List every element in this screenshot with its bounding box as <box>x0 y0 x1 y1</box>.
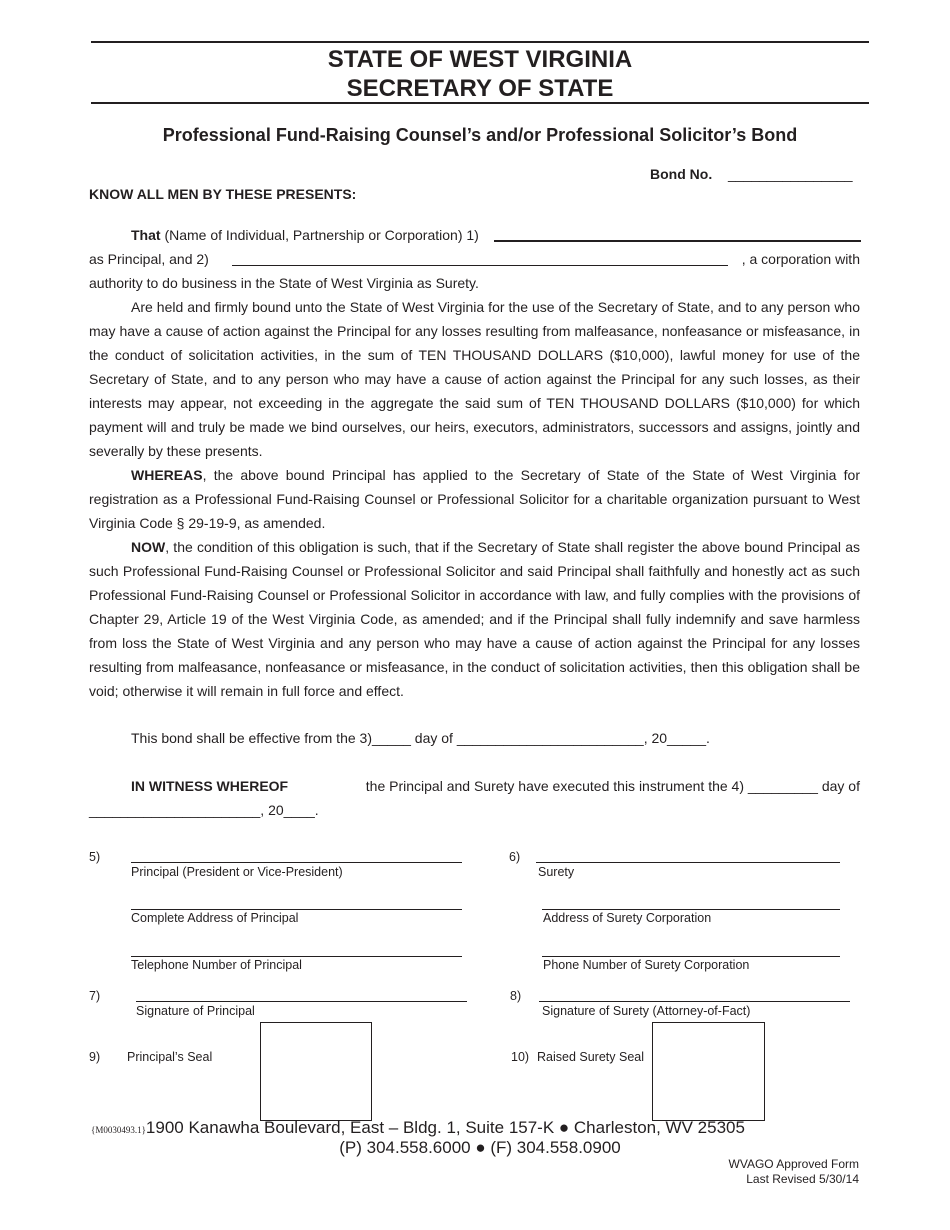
item-5-number: 5) <box>89 850 101 864</box>
principal-seal-box[interactable] <box>260 1022 372 1121</box>
header-bottom-rule <box>91 102 869 104</box>
effective-date-line[interactable]: This bond shall be effective from the 3)_____ day of ________________________, 20_____. <box>131 730 710 746</box>
paragraph-held <box>89 295 860 463</box>
witness-line <box>131 778 860 794</box>
item-7-number: 7) <box>89 989 101 1003</box>
principal-signature-field[interactable] <box>136 1001 467 1002</box>
surety-field[interactable] <box>536 862 840 863</box>
footer-address: 1900 Kanawha Boulevard, East – Bldg. 1, Suite 157-K ● Charleston, WV 25305 <box>145 1118 745 1137</box>
footer-phones: (P) 304.558.6000 ● (F) 304.558.0900 <box>339 1138 621 1157</box>
item-9-number: 9) <box>89 1050 101 1064</box>
know-all-heading: KNOW ALL MEN BY THESE PRESENTS: <box>89 186 357 202</box>
surety-signature-field[interactable] <box>539 1001 850 1002</box>
principal-name-text: (Name of Individual, Partnership or Corporation) 1) <box>160 227 479 243</box>
surety-address-label: Address of Surety Corporation <box>543 911 712 925</box>
paragraph-whereas <box>89 463 860 535</box>
bond-no-field[interactable]: ________________ <box>728 166 853 182</box>
principal-signature-label: Signature of Principal <box>136 1004 255 1018</box>
principal-seal-label: Principal’s Seal <box>127 1050 213 1064</box>
authority-text: authority to do business in the State of West Virginia as Surety. <box>89 275 479 291</box>
principal-name-prompt <box>131 227 479 243</box>
form-title: Professional Fund-Raising Counsel’s and/or Professional Solicitor’s Bond <box>162 125 798 145</box>
principal-phone-label: Telephone Number of Principal <box>131 958 302 972</box>
footer-address-line <box>91 1118 745 1138</box>
surety-address-field[interactable] <box>542 909 840 910</box>
surety-name-prompt: as Principal, and 2) <box>89 251 209 267</box>
surety-phone-field[interactable] <box>542 956 840 957</box>
item-10-number: 10) <box>511 1050 530 1064</box>
now-lead: NOW <box>131 539 166 555</box>
surety-label: Surety <box>538 865 575 879</box>
approved-form-text: WVAGO Approved Form <box>728 1157 859 1171</box>
surety-seal-box[interactable] <box>652 1022 765 1121</box>
header-state: STATE OF WEST VIRGINIA <box>327 46 633 73</box>
document-id: {M0030493.1} <box>91 1125 146 1135</box>
surety-name-field[interactable] <box>232 265 728 266</box>
bond-no-label: Bond No. <box>650 166 713 182</box>
witness-lead: IN WITNESS WHEREOF <box>131 778 289 794</box>
principal-title-label: Principal (President or Vice-President) <box>131 865 343 879</box>
item-8-number: 8) <box>510 989 522 1003</box>
header-top-rule <box>91 41 869 43</box>
surety-seal-label: Raised Surety Seal <box>537 1050 645 1064</box>
principal-name-field[interactable] <box>494 240 861 242</box>
item-6-number: 6) <box>509 850 521 864</box>
corporation-with-text: , a corporation with <box>741 251 860 267</box>
principal-phone-field[interactable] <box>131 956 462 957</box>
now-text: , the condition of this obligation is such, that if the Secretary of State shall register the above bound Principal as such Professional Fund-Raising Counsel or Professional Solicitor and said Principal shall faithfully and honestly act as such Professional Fund-Raising Counsel or Professional Solicitor in accordance with law, and fully complies with the provisions of Chapter 29, Article 19 of the West Virginia Code, as amended; and if the Principal shall fully indemnify and save harmless from loss the State of West Virginia and any person who may have a cause of action against the Principal for any losses resulting from malfeasance, nonfeasance or misfeasance, in the conduct of solicitation activities, then this obligation shall be void; otherwise it will remain in full force and effect. <box>89 539 860 699</box>
last-revised-text: Last Revised 5/30/14 <box>746 1172 859 1186</box>
surety-phone-label: Phone Number of Surety Corporation <box>543 958 750 972</box>
witness-date-line[interactable]: ______________________, 20____. <box>89 802 319 818</box>
whereas-text: , the above bound Principal has applied to the Secretary of State of the State of West Virginia for registration as a Professional Fund-Raising Counsel or Professional Solicitor for a charitable organization pursuant to West Virginia Code § 29-19-9, as amended. <box>89 467 860 531</box>
header-secretary: SECRETARY OF STATE <box>346 75 614 102</box>
that-lead: That <box>131 227 161 243</box>
principal-address-field[interactable] <box>131 909 462 910</box>
principal-address-label: Complete Address of Principal <box>131 911 299 925</box>
footer-approval <box>660 1157 859 1187</box>
whereas-lead: WHEREAS <box>131 467 203 483</box>
principal-title-field[interactable] <box>131 862 462 863</box>
surety-signature-label: Signature of Surety (Attorney-of-Fact) <box>542 1004 751 1018</box>
witness-text: the Principal and Surety have executed this instrument the 4) _________ day of <box>365 778 860 794</box>
paragraph-held-text: Are held and firmly bound unto the State of West Virginia for the use of the Secretary of State, and to any person who may have a cause of action against the Principal for any losses resulting from malfeasance, nonfeasance or misfeasance, in the conduct of solicitation activities, in the sum of TEN THOUSAND DOLLARS ($10,000), lawful money for use of the Secretary of State, and to any person who may have a cause of action against the Principal for any such losses, as their interests may appear, not exceeding in the aggregate the said sum of TEN THOUSAND DOLLARS ($10,000) for which payment will and truly be made we bind ourselves, our heirs, executors, administrators, successors and assigns, jointly and severally by these presents. <box>89 299 860 459</box>
paragraph-now <box>89 535 860 703</box>
